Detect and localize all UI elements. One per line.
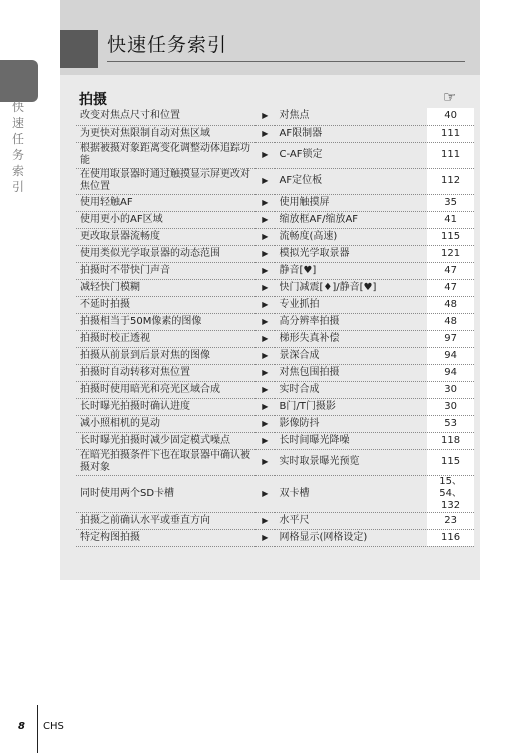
task-cell: 特定构图拍摄 — [76, 529, 255, 546]
feature-cell: 网格显示(网格设定) — [275, 529, 426, 546]
task-cell: 拍摄时校正透视 — [76, 330, 255, 347]
feature-cell: 专业抓拍 — [275, 296, 426, 313]
table-row — [76, 449, 474, 475]
task-cell: 为更快对焦限制自动对焦区域 — [76, 125, 255, 142]
footer-divider — [37, 705, 38, 753]
task-cell: 减小照相机的晃动 — [76, 415, 255, 432]
table-row — [76, 398, 474, 415]
arrow-right-icon: ▶ — [255, 432, 275, 449]
feature-cell: 高分辨率拍摄 — [275, 313, 426, 330]
table-row — [76, 211, 474, 228]
task-cell: 长时曝光拍摄时确认进度 — [76, 398, 255, 415]
page-ref-cell: 121 — [427, 245, 474, 262]
task-cell: 长时曝光拍摄时减少固定模式噪点 — [76, 432, 255, 449]
arrow-right-icon: ▶ — [255, 279, 275, 296]
task-cell: 减轻快门模糊 — [76, 279, 255, 296]
task-cell: 使用更小的AF区域 — [76, 211, 255, 228]
feature-cell: 景深合成 — [275, 347, 426, 364]
table-row — [76, 313, 474, 330]
arrow-right-icon: ▶ — [255, 194, 275, 211]
arrow-right-icon: ▶ — [255, 364, 275, 381]
feature-cell: 对焦包围拍摄 — [275, 364, 426, 381]
arrow-right-icon: ▶ — [255, 330, 275, 347]
table-row — [76, 529, 474, 546]
task-cell: 使用类似光学取景器的动态范围 — [76, 245, 255, 262]
side-label: 快速任务索引 — [11, 100, 24, 194]
task-cell: 在使用取景器时通过触摸显示屏更改对焦位置 — [76, 168, 255, 194]
page-ref-cell: 111 — [427, 142, 474, 168]
feature-cell: 使用触摸屏 — [275, 194, 426, 211]
feature-cell: 实时合成 — [275, 381, 426, 398]
table-row — [76, 296, 474, 313]
arrow-right-icon: ▶ — [255, 475, 275, 512]
page-ref-cell: 115 — [427, 228, 474, 245]
table-row — [76, 364, 474, 381]
arrow-right-icon: ▶ — [255, 108, 275, 125]
feature-cell: 静音[♥] — [275, 262, 426, 279]
table-row — [76, 347, 474, 364]
arrow-right-icon: ▶ — [255, 381, 275, 398]
feature-cell: 模拟光学取景器 — [275, 245, 426, 262]
page-ref-cell: 23 — [427, 512, 474, 529]
page-ref-cell: 47 — [427, 279, 474, 296]
page-ref-cell: 41 — [427, 211, 474, 228]
page-ref-cell: 30 — [427, 398, 474, 415]
feature-cell: 水平尺 — [275, 512, 426, 529]
page-ref-cell: 118 — [427, 432, 474, 449]
header-square-marker — [60, 30, 98, 68]
page-title: 快速任务索引 — [107, 34, 228, 56]
page-ref-cell: 48 — [427, 296, 474, 313]
table-row — [76, 415, 474, 432]
page-ref-cell: 47 — [427, 262, 474, 279]
page-ref-cell: 40 — [427, 108, 474, 125]
section-title: 拍摄 — [79, 92, 107, 108]
arrow-right-icon: ▶ — [255, 168, 275, 194]
feature-cell: 缩放框AF/缩放AF — [275, 211, 426, 228]
arrow-right-icon: ▶ — [255, 347, 275, 364]
page-ref-cell: 48 — [427, 313, 474, 330]
feature-cell: 快门减震[♦]/静音[♥] — [275, 279, 426, 296]
task-cell: 拍摄从前景到后景对焦的图像 — [76, 347, 255, 364]
task-cell: 根据被摄对象距离变化调整动体追踪功能 — [76, 142, 255, 168]
arrow-right-icon: ▶ — [255, 245, 275, 262]
task-index-table — [76, 108, 474, 547]
arrow-right-icon: ▶ — [255, 415, 275, 432]
page-ref-cell: 115 — [427, 449, 474, 475]
page-ref-cell: 53 — [427, 415, 474, 432]
table-row — [76, 194, 474, 211]
task-cell: 改变对焦点尺寸和位置 — [76, 108, 255, 125]
feature-cell: AF定位板 — [275, 168, 426, 194]
page-ref-cell: 111 — [427, 125, 474, 142]
arrow-right-icon: ▶ — [255, 449, 275, 475]
task-cell: 拍摄相当于50M像素的图像 — [76, 313, 255, 330]
task-cell: 拍摄之前确认水平或垂直方向 — [76, 512, 255, 529]
page-ref-cell: 116 — [427, 529, 474, 546]
language-code: CHS — [43, 721, 64, 732]
side-tab — [0, 60, 38, 102]
task-cell: 同时使用两个SD卡槽 — [76, 475, 255, 512]
feature-cell: 长时间曝光降噪 — [275, 432, 426, 449]
page-ref-cell: 30 — [427, 381, 474, 398]
feature-cell: 实时取景曝光预览 — [275, 449, 426, 475]
feature-cell: 双卡槽 — [275, 475, 426, 512]
table-row — [76, 228, 474, 245]
arrow-right-icon: ▶ — [255, 228, 275, 245]
feature-cell: 梯形失真补偿 — [275, 330, 426, 347]
arrow-right-icon: ▶ — [255, 142, 275, 168]
page-ref-cell: 15、54、132 — [427, 475, 474, 512]
arrow-right-icon: ▶ — [255, 125, 275, 142]
page-ref-cell: 94 — [427, 347, 474, 364]
table-row — [76, 262, 474, 279]
task-cell: 拍摄时使用暗光和亮光区域合成 — [76, 381, 255, 398]
feature-cell: C-AF锁定 — [275, 142, 426, 168]
table-row — [76, 330, 474, 347]
task-cell: 更改取景器流畅度 — [76, 228, 255, 245]
page-ref-cell: 35 — [427, 194, 474, 211]
task-cell: 使用轻触AF — [76, 194, 255, 211]
table-row — [76, 245, 474, 262]
feature-cell: 影像防抖 — [275, 415, 426, 432]
table-row — [76, 512, 474, 529]
task-cell: 拍摄时不带快门声音 — [76, 262, 255, 279]
arrow-right-icon: ▶ — [255, 512, 275, 529]
arrow-right-icon: ▶ — [255, 211, 275, 228]
arrow-right-icon: ▶ — [255, 313, 275, 330]
arrow-right-icon: ▶ — [255, 296, 275, 313]
arrow-right-icon: ▶ — [255, 398, 275, 415]
page-ref-cell: 112 — [427, 168, 474, 194]
table-row — [76, 475, 474, 512]
task-cell: 在暗光拍摄条件下也在取景器中确认被摄对象 — [76, 449, 255, 475]
feature-cell: B门/T门摄影 — [275, 398, 426, 415]
feature-cell: 对焦点 — [275, 108, 426, 125]
feature-cell: 流畅度(高速) — [275, 228, 426, 245]
table-row — [76, 142, 474, 168]
table-row — [76, 381, 474, 398]
task-cell: 不延时拍摄 — [76, 296, 255, 313]
task-cell: 拍摄时自动转移对焦位置 — [76, 364, 255, 381]
table-row — [76, 279, 474, 296]
table-row — [76, 432, 474, 449]
page-ref-cell: 94 — [427, 364, 474, 381]
arrow-right-icon: ▶ — [255, 529, 275, 546]
page-number: 8 — [18, 721, 25, 732]
page-ref-cell: 97 — [427, 330, 474, 347]
table-row — [76, 125, 474, 142]
table-row — [76, 168, 474, 194]
header-rule — [107, 61, 465, 62]
arrow-right-icon: ▶ — [255, 262, 275, 279]
table-row — [76, 108, 474, 125]
page-reference-icon: ☞ — [443, 88, 457, 106]
feature-cell: AF限制器 — [275, 125, 426, 142]
